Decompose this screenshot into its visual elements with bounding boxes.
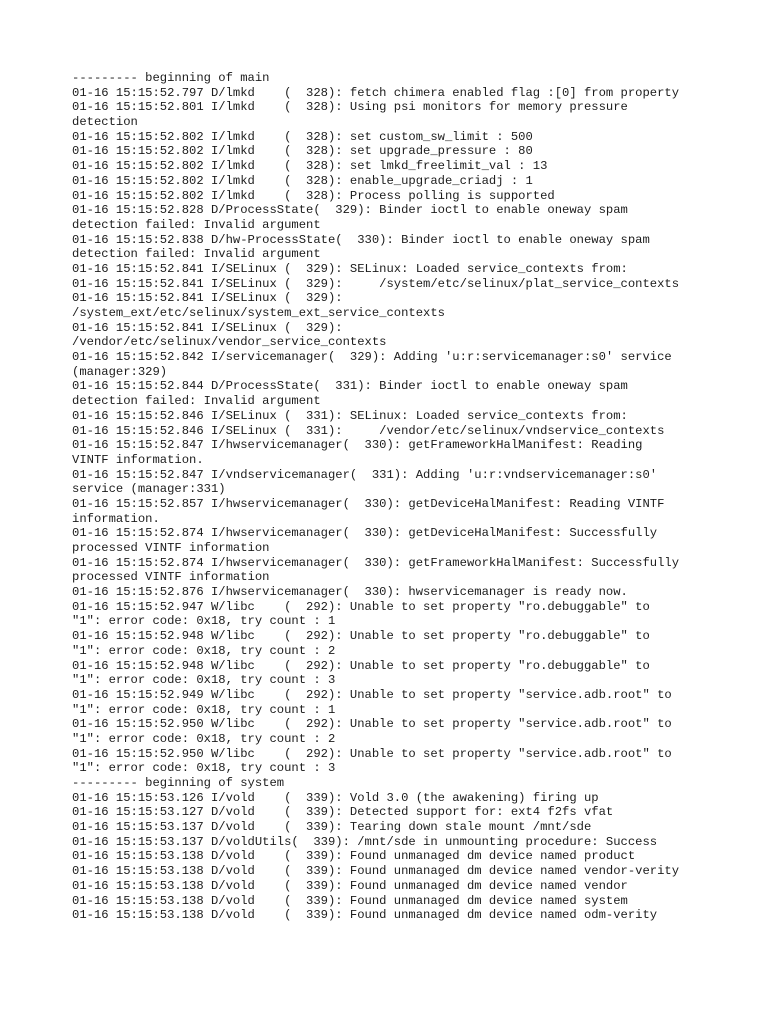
log-line: information. <box>72 511 160 526</box>
log-line: 01-16 15:15:52.802 I/lmkd ( 328): enable_upgrade_criadj : 1 <box>72 173 533 188</box>
log-line: 01-16 15:15:52.828 D/ProcessState( 329): Binder ioctl to enable oneway spam <box>72 203 628 218</box>
log-line: detection failed: Invalid argument <box>72 394 321 409</box>
log-line: 01-16 15:15:52.874 I/hwservicemanager( 330): getDeviceHalManifest: Successfully <box>72 526 658 541</box>
log-line: 01-16 15:15:52.846 I/SELinux ( 331): /vendor/etc/selinux/vndservice_contexts <box>72 423 665 438</box>
log-line: 01-16 15:15:52.950 W/libc ( 292): Unable to set property "service.adb.root" to <box>72 746 672 761</box>
log-line: 01-16 15:15:52.842 I/servicemanager( 329): Adding 'u:r:servicemanager:s0' service <box>72 350 672 365</box>
log-line: 01-16 15:15:53.138 D/vold ( 339): Found unmanaged dm device named system <box>72 893 628 908</box>
log-line: 01-16 15:15:52.846 I/SELinux ( 331): SELinux: Loaded service_contexts from: <box>72 408 628 423</box>
log-line: 01-16 15:15:52.802 I/lmkd ( 328): set custom_sw_limit : 500 <box>72 129 533 144</box>
log-line: VINTF information. <box>72 452 204 467</box>
log-line: --------- beginning of main <box>72 71 270 85</box>
log-line: 01-16 15:15:52.874 I/hwservicemanager( 330): getFrameworkHalManifest: Successfully <box>72 555 680 570</box>
log-line: "1": error code: 0x18, try count : 1 <box>72 614 336 629</box>
log-line: 01-16 15:15:52.802 I/lmkd ( 328): set lmkd_freelimit_val : 13 <box>72 159 548 174</box>
log-line: "1": error code: 0x18, try count : 2 <box>72 731 336 746</box>
log-line: --------- beginning of system <box>72 776 285 790</box>
log-line: 01-16 15:15:52.857 I/hwservicemanager( 330): getDeviceHalManifest: Reading VINTF <box>72 496 665 511</box>
log-line: 01-16 15:15:53.137 D/voldUtils( 339): /mnt/sde in unmounting procedure: Success <box>72 834 658 849</box>
log-line: 01-16 15:15:52.847 I/vndservicemanager( 331): Adding 'u:r:vndservicemanager:s0' <box>72 467 658 482</box>
log-line: "1": error code: 0x18, try count : 3 <box>72 761 336 776</box>
log-line: /system_ext/etc/selinux/system_ext_service_contexts <box>72 306 445 320</box>
log-line: 01-16 15:15:52.801 I/lmkd ( 328): Using psi monitors for memory pressure <box>72 100 628 115</box>
log-line: 01-16 15:15:53.138 D/vold ( 339): Found unmanaged dm device named vendor-verity <box>72 864 680 879</box>
log-line: 01-16 15:15:53.127 D/vold ( 339): Detected support for: ext4 f2fs vfat <box>72 805 614 820</box>
log-line: 01-16 15:15:53.138 D/vold ( 339): Found unmanaged dm device named product <box>72 849 636 864</box>
log-line: processed VINTF information <box>72 570 270 585</box>
log-line: 01-16 15:15:52.841 I/SELinux ( 329): <box>72 320 343 335</box>
log-line: 01-16 15:15:52.802 I/lmkd ( 328): Process polling is supported <box>72 188 555 203</box>
log-line: "1": error code: 0x18, try count : 1 <box>72 702 336 717</box>
log-line: 01-16 15:15:53.138 D/vold ( 339): Found unmanaged dm device named odm-verity <box>72 908 658 923</box>
log-output <box>72 71 712 923</box>
log-line: 01-16 15:15:52.947 W/libc ( 292): Unable to set property "ro.debuggable" to <box>72 599 650 614</box>
log-line: 01-16 15:15:52.950 W/libc ( 292): Unable to set property "service.adb.root" to <box>72 717 672 732</box>
log-line: /vendor/etc/selinux/vendor_service_contexts <box>72 335 387 350</box>
log-line: "1": error code: 0x18, try count : 2 <box>72 643 336 658</box>
log-line: 01-16 15:15:52.841 I/SELinux ( 329): /system/etc/selinux/plat_service_contexts <box>72 276 680 291</box>
log-line: 01-16 15:15:52.847 I/hwservicemanager( 330): getFrameworkHalManifest: Reading <box>72 438 643 453</box>
log-line: service (manager:331) <box>72 482 226 497</box>
log-line: detection failed: Invalid argument <box>72 247 321 262</box>
log-line: 01-16 15:15:52.797 D/lmkd ( 328): fetch chimera enabled flag :[0] from property <box>72 85 680 100</box>
log-line: 01-16 15:15:52.841 I/SELinux ( 329): SELinux: Loaded service_contexts from: <box>72 261 628 276</box>
log-line: 01-16 15:15:52.841 I/SELinux ( 329): <box>72 291 343 306</box>
log-line: processed VINTF information <box>72 541 270 555</box>
log-line: 01-16 15:15:52.802 I/lmkd ( 328): set upgrade_pressure : 80 <box>72 144 533 159</box>
log-line: 01-16 15:15:52.876 I/hwservicemanager( 330): hwservicemanager is ready now. <box>72 585 628 600</box>
log-line: 01-16 15:15:53.137 D/vold ( 339): Tearing down stale mount /mnt/sde <box>72 820 592 835</box>
log-line: detection failed: Invalid argument <box>72 217 321 232</box>
log-line: (manager:329) <box>72 364 168 379</box>
log-line: 01-16 15:15:52.948 W/libc ( 292): Unable to set property "ro.debuggable" to <box>72 629 650 644</box>
log-line: 01-16 15:15:53.138 D/vold ( 339): Found unmanaged dm device named vendor <box>72 878 628 893</box>
log-line: 01-16 15:15:53.126 I/vold ( 339): Vold 3.0 (the awakening) firing up <box>72 790 599 805</box>
log-line: detection <box>72 115 138 130</box>
log-line: 01-16 15:15:52.949 W/libc ( 292): Unable to set property "service.adb.root" to <box>72 687 672 702</box>
log-line: 01-16 15:15:52.844 D/ProcessState( 331): Binder ioctl to enable oneway spam <box>72 379 628 394</box>
log-line: 01-16 15:15:52.838 D/hw-ProcessState( 330): Binder ioctl to enable oneway spam <box>72 232 650 247</box>
log-line: 01-16 15:15:52.948 W/libc ( 292): Unable to set property "ro.debuggable" to <box>72 658 650 673</box>
log-line: "1": error code: 0x18, try count : 3 <box>72 673 336 688</box>
